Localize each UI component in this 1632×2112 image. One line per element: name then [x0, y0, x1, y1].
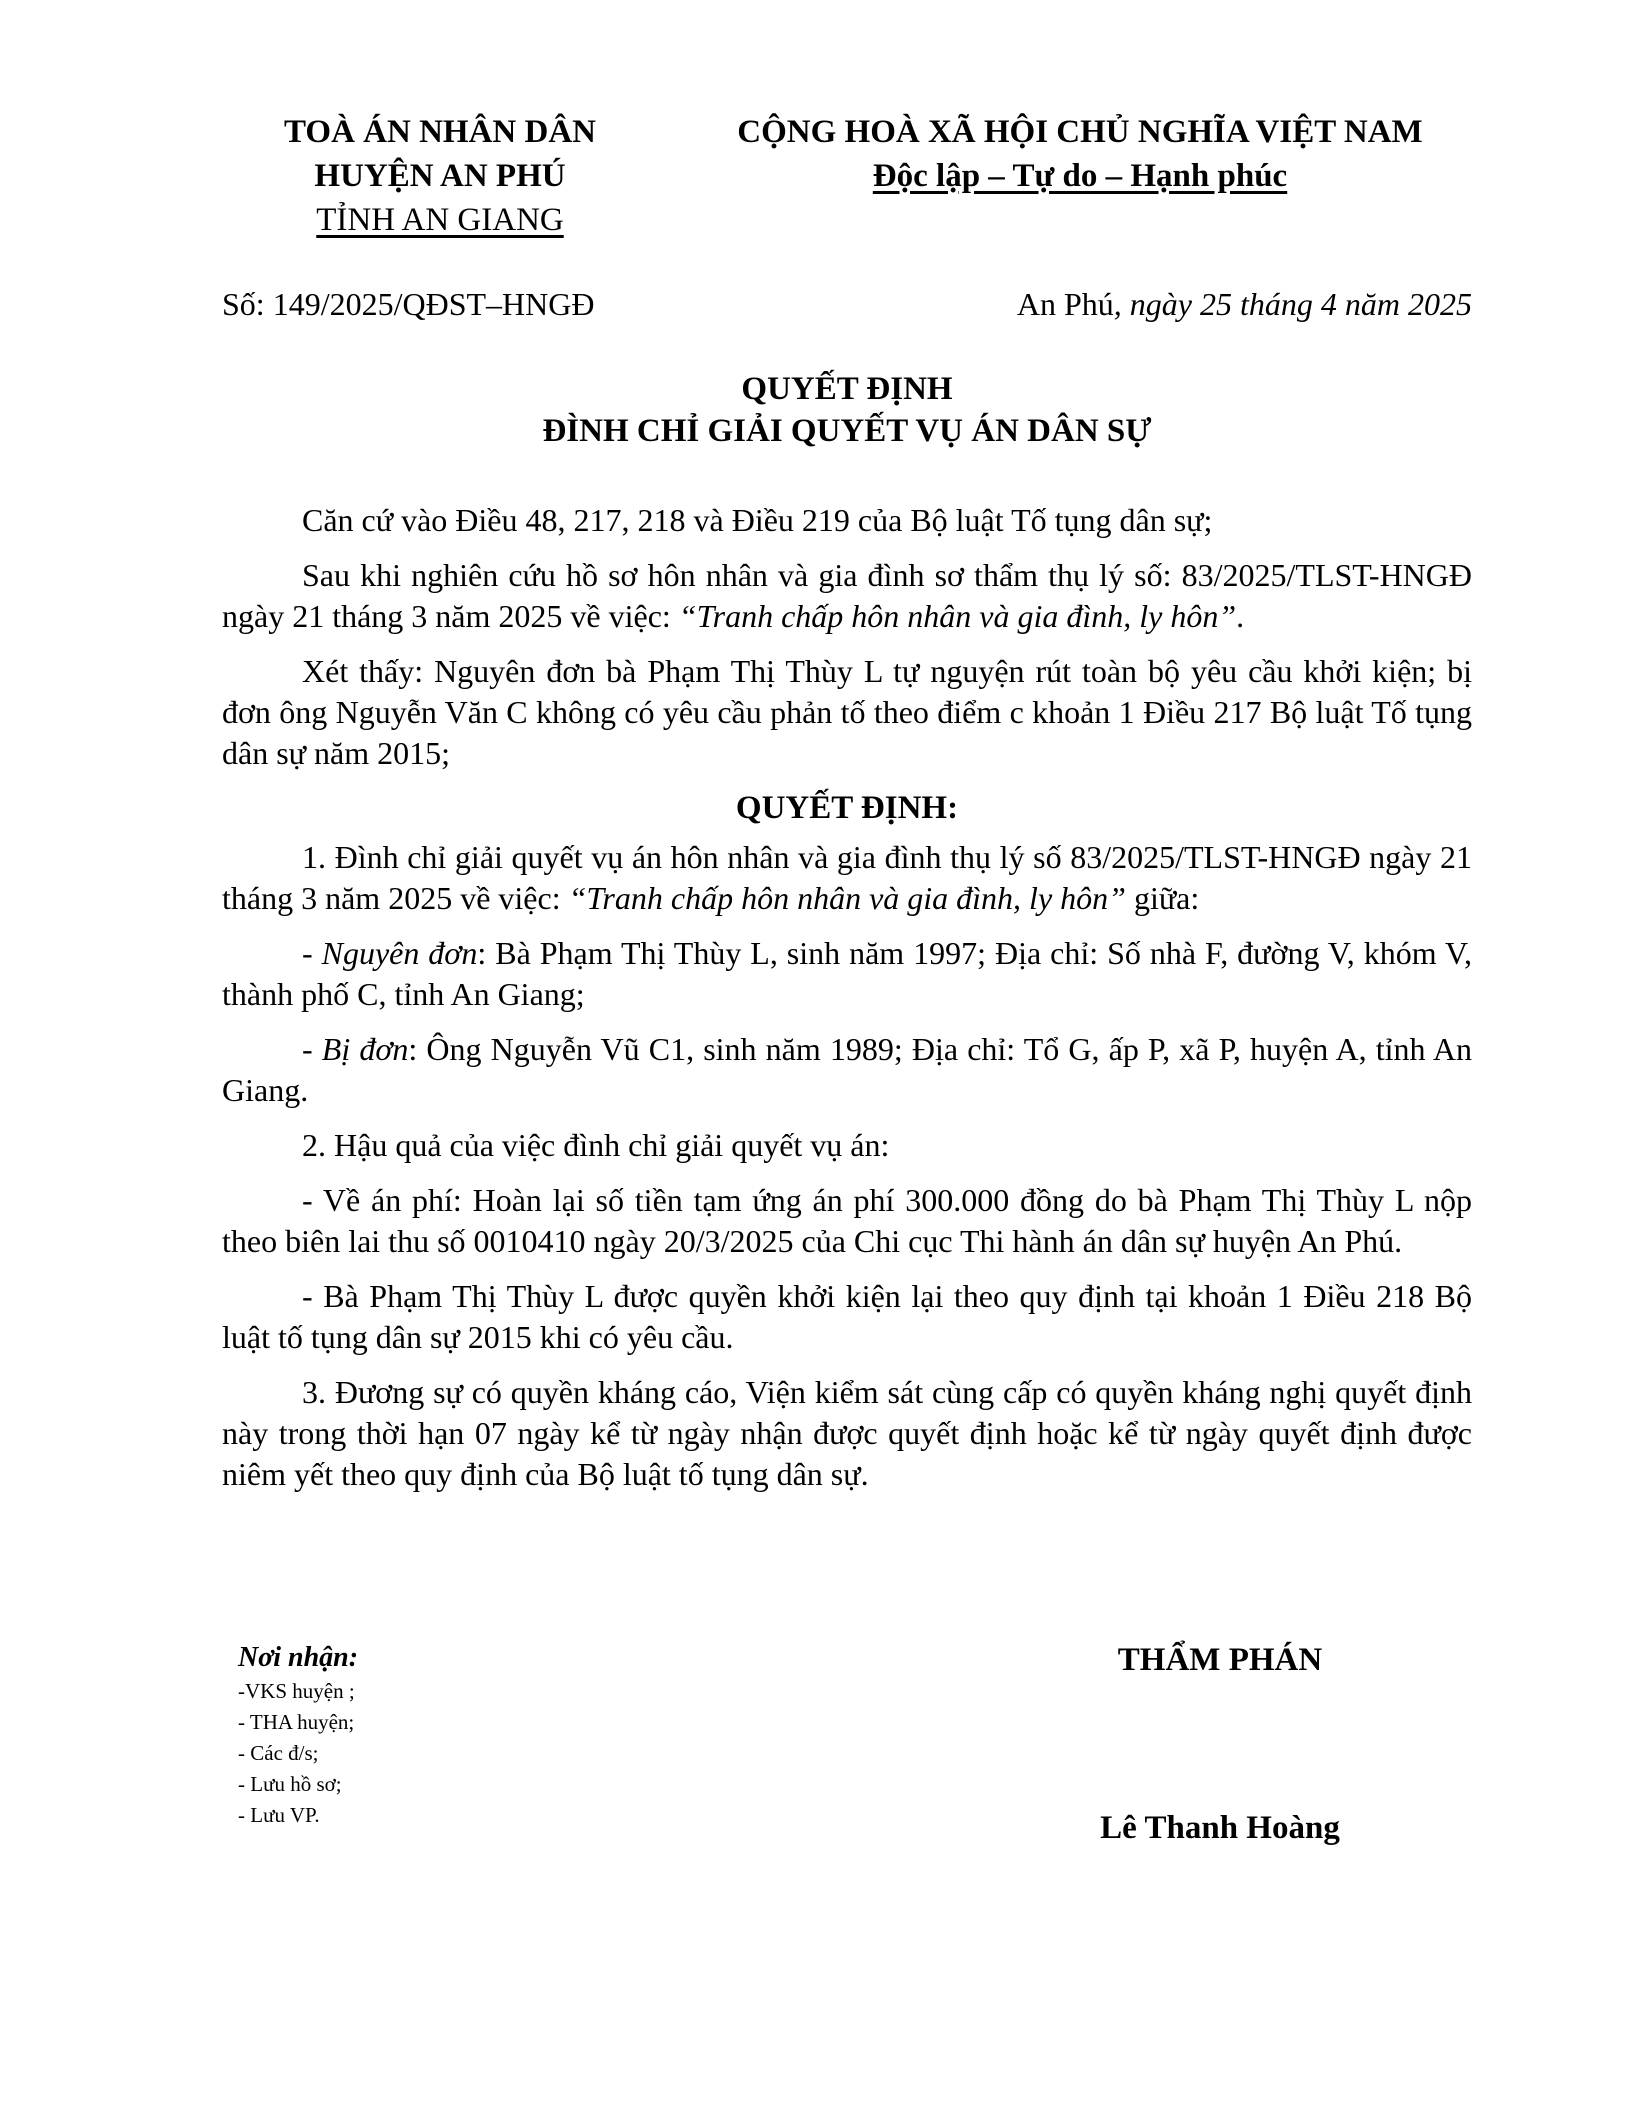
- signer-title: THẨM PHÁN: [1117, 1642, 1323, 1678]
- recipient-item: - THA huyện;: [238, 1710, 355, 1734]
- plaintiff-text: : Bà Phạm Thị Thùy L, sinh năm 1997; Địa chỉ: Số nhà F, đường V, khóm V, thành phố C, tỉnh An Giang;: [222, 935, 1473, 1012]
- document-number: Số: 149/2025/QĐST–HNGĐ: [222, 286, 595, 322]
- court-name-line1: TOÀ ÁN NHÂN DÂN: [284, 114, 596, 150]
- recipient-item: - Các đ/s;: [238, 1741, 319, 1765]
- paragraph-legal-basis: Căn cứ vào Điều 48, 217, 218 và Điều 219 của Bộ luật Tố tụng dân sự;: [302, 502, 1213, 538]
- court-name-line2: HUYỆN AN PHÚ: [314, 158, 566, 194]
- plaintiff-info: - Nguyên đơn: Bà Phạm Thị Thùy L, sinh năm 1997; Địa chỉ: Số nhà F, đường V, khóm V, thành phố C, tỉnh An Giang;: [222, 935, 1473, 1012]
- recipient-item: - Lưu hồ sơ;: [238, 1772, 342, 1796]
- recipient-item: - Lưu VP.: [238, 1803, 320, 1827]
- para2-case-subject: “Tranh chấp hôn nhân và gia đình, ly hôn”: [678, 598, 1237, 634]
- national-motto: Độc lập – Tự do – Hạnh phúc: [872, 158, 1288, 194]
- item1-end: giữa:: [1125, 880, 1200, 916]
- item1-case-subject: “Tranh chấp hôn nhân và gia đình, ly hôn”: [568, 880, 1126, 916]
- recipient-item: -VKS huyện ;: [238, 1679, 355, 1703]
- decision-item-2: 2. Hậu quả của việc đình chỉ giải quyết vụ án:: [302, 1127, 890, 1163]
- document-body: [222, 500, 1472, 1509]
- court-header: [230, 110, 650, 242]
- paragraph-case-review: [222, 555, 1472, 637]
- document-title: QUYẾT ĐỊNH: [741, 371, 953, 407]
- para2-text: Sau khi nghiên cứu hồ sơ hôn nhân và gia đình sơ thẩm thụ lý số: 83/2025/TLST-HNGĐ ngày 21 tháng 3 năm 2025 về việc:: [222, 557, 1472, 634]
- refile-right-paragraph: - Bà Phạm Thị Thùy L được quyền khởi kiện lại theo quy định tại khoản 1 Điều 218 Bộ luật tố tụng dân sự 2015 khi có yêu cầu.: [222, 1278, 1472, 1355]
- court-name-line3: TỈNH AN GIANG: [316, 202, 564, 238]
- defendant-text: : Ông Nguyễn Vũ C1, sinh năm 1989; Địa chỉ: Tổ G, ấp P, xã P, huyện A, tỉnh An Giang.: [222, 1031, 1473, 1108]
- national-title: CỘNG HOÀ XÃ HỘI CHỦ NGHĨA VIỆT NAM: [737, 114, 1423, 150]
- defendant-label: Bị đơn: [321, 1031, 409, 1067]
- defendant-info: - Bị đơn: Ông Nguyễn Vũ C1, sinh năm 1989; Địa chỉ: Tổ G, ấp P, xã P, huyện A, tỉnh An Giang.: [222, 1031, 1473, 1108]
- decision-item-3: 3. Đương sự có quyền kháng cáo, Viện kiểm sát cùng cấp có quyền kháng nghị quyết định này trong thời hạn 07 ngày kể từ ngày nhận được quyết định hoặc kể từ ngày quyết định được niêm yết theo quy định của Bộ luật tố tụng dân sự.: [222, 1374, 1472, 1492]
- recipients-heading: Nơi nhận:: [238, 1642, 359, 1673]
- signer-name: Lê Thanh Hoàng: [1100, 1810, 1340, 1846]
- document-subtitle: ĐÌNH CHỈ GIẢI QUYẾT VỤ ÁN DÂN SỰ: [542, 413, 1152, 449]
- decision-item-1: [222, 837, 1472, 919]
- para2-end: .: [1236, 598, 1245, 634]
- item1-text: 1. Đình chỉ giải quyết vụ án hôn nhân và gia đình thụ lý số 83/2025/TLST-HNGĐ ngày 21 tháng 3 năm 2025 về việc:: [222, 839, 1472, 916]
- number-date-line: [222, 282, 1472, 326]
- decision-heading: QUYẾT ĐỊNH:: [735, 790, 959, 826]
- date-text: , ngày 25 tháng 4 năm 2025: [1113, 286, 1472, 322]
- paragraph-consideration: Xét thấy: Nguyên đơn bà Phạm Thị Thùy L tự nguyện rút toàn bộ yêu cầu khởi kiện; bị đơn ông Nguyễn Văn C không có yêu cầu phản tố theo điểm c khoản 1 Điều 217 Bộ luật Tố tụng dân sự năm 2015;: [222, 653, 1472, 771]
- plaintiff-label: Nguyên đơn: [321, 935, 478, 971]
- date-place: An Phú: [1016, 286, 1114, 322]
- national-header: [690, 110, 1470, 198]
- document-date: [1017, 282, 1472, 326]
- court-fee-paragraph: - Về án phí: Hoàn lại số tiền tạm ứng án phí 300.000 đồng do bà Phạm Thị Thùy L nộp theo biên lai thu số 0010410 ngày 20/3/2025 của Chi cục Thi hành án dân sự huyện An Phú.: [222, 1182, 1472, 1259]
- recipients-block: [238, 1640, 638, 1831]
